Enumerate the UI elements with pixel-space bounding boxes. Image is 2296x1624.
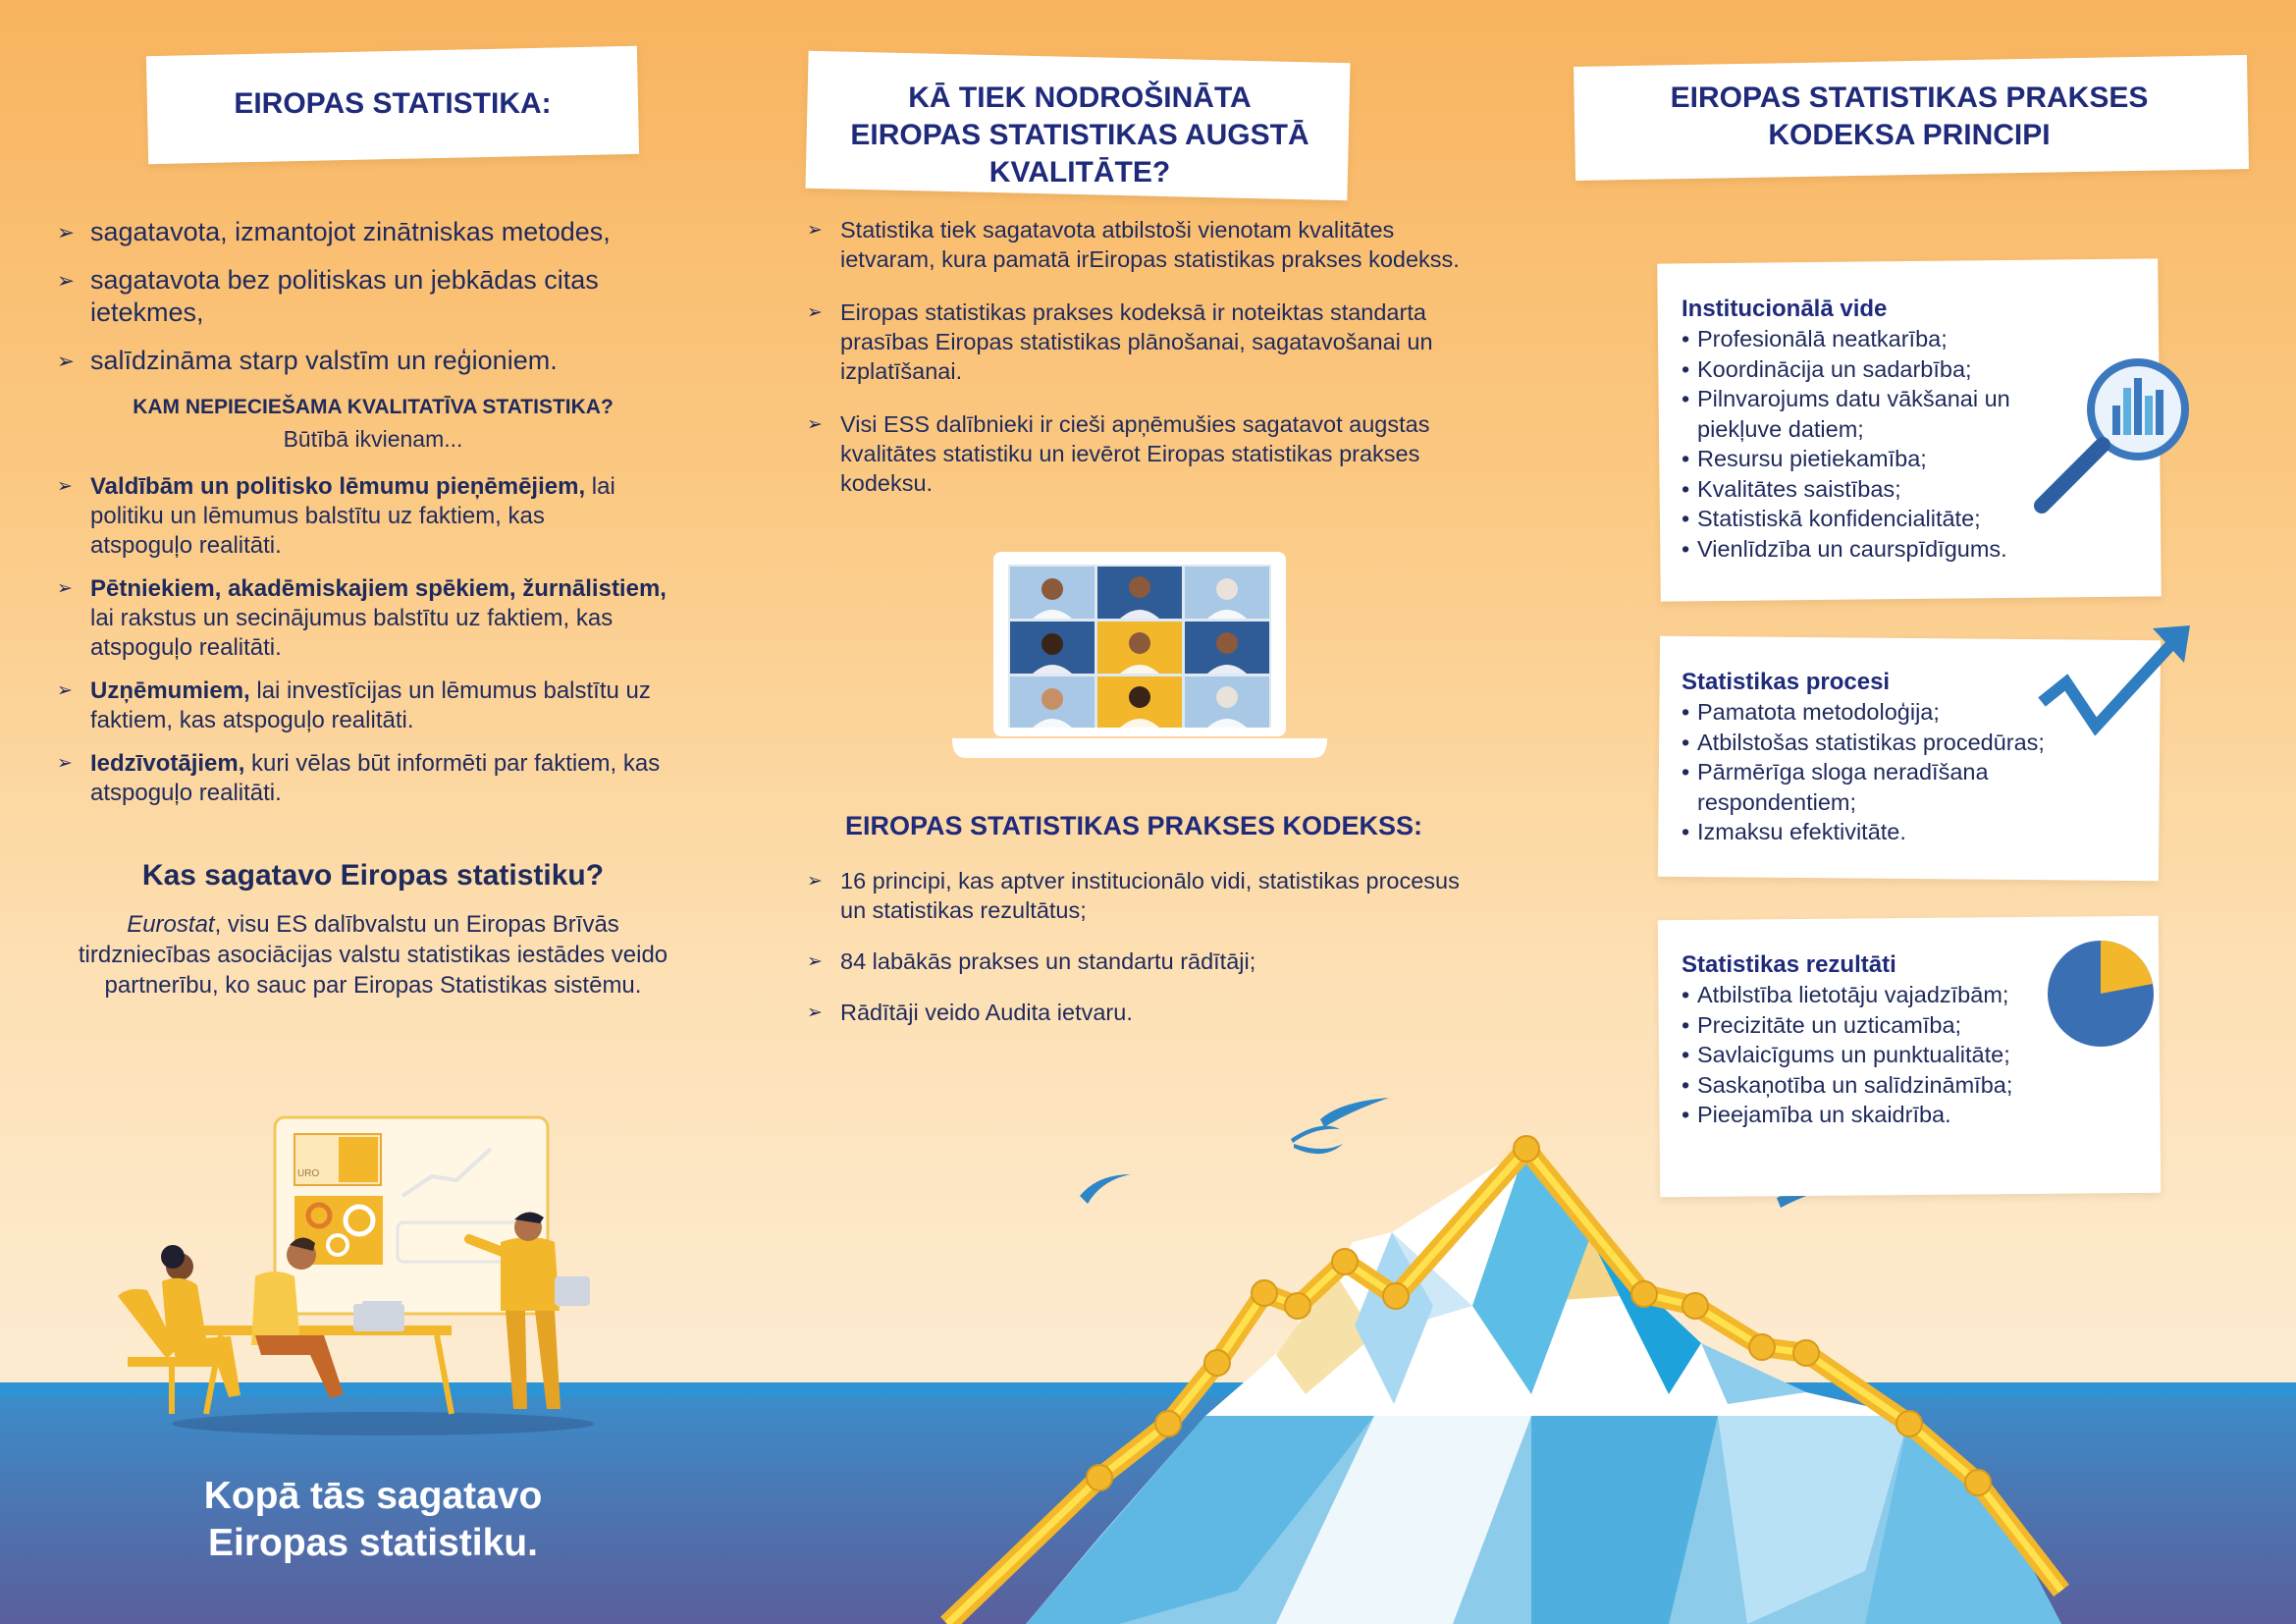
- meeting-illustration: [118, 1117, 594, 1435]
- code-bullet: ➢ 84 labākās prakses un standartu rādītāji;: [807, 947, 1469, 976]
- col1-need-title: KAM NEPIECIEŠAMA KVALITATĪVA STATISTIKA?: [133, 396, 614, 418]
- col2-bullet-list: [807, 215, 1469, 498]
- euro-banknote: URO: [297, 1168, 320, 1179]
- principle-item: • Resursu pietiekamība;: [1682, 444, 2113, 474]
- col2-bullet: ➢ Eiropas statistikas prakses kodeksā ir noteiktas standarta prasības Eiropas statistikas plānošanai, sagatavošanai un izplatīšanai.: [807, 298, 1469, 386]
- col2-code-list: [807, 866, 1469, 1027]
- col1-bottom-statement: Kopā tās sagatavo Eiropas statistiku.: [203, 1475, 543, 1564]
- col1-group-item: [57, 749, 685, 808]
- col1-bullet: ➢ sagatavota, izmantojot zinātniskas metodes,: [57, 216, 666, 248]
- principle-item: • Pieejamība un skaidrība.: [1682, 1100, 2113, 1130]
- col1-who-title: Kas sagatavo Eiropas statistiku?: [141, 859, 605, 892]
- group-purpose: lai politiku un lēmumus balstītu uz faktiem, kas atspoguļo realitāti.: [90, 473, 615, 559]
- section-title: Statistikas rezultāti: [1682, 951, 1896, 978]
- group-name: Uzņēmumiem,: [90, 677, 250, 704]
- group-purpose: lai investīcijas un lēmumus balstītu uz faktiem, kas atspoguļo realitāti.: [90, 677, 651, 733]
- principle-item: • Pamatota metodoloģija;: [1682, 697, 2133, 728]
- col1-group-item: [57, 574, 685, 663]
- col2-header: KĀ TIEK NODROŠINĀTA EIROPAS STATISTIKAS AUGSTĀ KVALITĀTE?: [850, 81, 1309, 189]
- principle-item: • Izmaksu efektivitāte.: [1682, 817, 2133, 847]
- section-title: Institucionālā vide: [1682, 296, 1888, 322]
- group-name: Valdībām un politisko lēmumu pieņēmējiem,: [90, 473, 586, 500]
- principle-item: • Atbilstība lietotāju vajadzībām;: [1682, 980, 2113, 1010]
- group-name: Iedzīvotājiem,: [90, 750, 245, 777]
- principle-item: • Savlaicīgums un punktualitāte;: [1682, 1040, 2113, 1070]
- principle-item: • Saskaņotība un salīdzināmība;: [1682, 1070, 2113, 1101]
- col1-need-subtitle: Būtībā ikvienam...: [283, 426, 463, 452]
- group-name: Pētniekiem, akadēmiskajiem spēkiem, žurnālistiem,: [90, 575, 667, 602]
- code-bullet: ➢ 16 principi, kas aptver institucionālo vidi, statistikas procesus un statistikas rezultātus;: [807, 866, 1469, 925]
- eurostat-name: Eurostat: [127, 911, 215, 938]
- principle-item: • Vienlīdzība un caurspīdīgums.: [1682, 534, 2113, 565]
- col1-bullet: ➢ sagatavota bez politiskas un jebkādas citas ietekmes,: [57, 264, 666, 329]
- col1-group-item: [57, 677, 685, 735]
- group-purpose: lai rakstus un secinājumus balstītu uz faktiem, kas atspoguļo realitāti.: [90, 605, 614, 661]
- video-call-laptop: [952, 552, 1327, 758]
- col1-bullet-list: [57, 216, 666, 377]
- col2-code-title: EIROPAS STATISTIKAS PRAKSES KODEKSS:: [844, 811, 1423, 840]
- trend-arrow-icon: [2037, 623, 2194, 741]
- principle-item: • Statistiskā konfidencialitāte;: [1682, 504, 2113, 534]
- group-purpose: kuri vēlas būt informēti par faktiem, kas atspoguļo realitāti.: [90, 750, 661, 806]
- who-description: , visu ES dalībvalstu un Eiropas Brīvās tirdzniecības asociācijas valstu statistikas iestādes veido partnerību, ko sauc par Eiropas Statistikas sistēmu.: [78, 911, 668, 999]
- principle-item: • Pārmērīga sloga neradīšana respondentiem;: [1682, 757, 2133, 817]
- col1-group-item: [57, 472, 685, 561]
- magnifier-chart-icon: [2032, 349, 2199, 515]
- pie-chart-icon: [2044, 935, 2162, 1053]
- principle-item: • Profesionālā neatkarība;: [1682, 324, 2113, 354]
- principle-item: • Koordinācija un sadarbība;: [1682, 354, 2113, 385]
- principle-item: • Pilnvarojums datu vākšanai un piekļuve datiem;: [1682, 384, 2113, 444]
- col3-header: EIROPAS STATISTIKAS PRAKSES KODEKSA PRINCIPI: [1670, 81, 2149, 151]
- principle-item: • Precizitāte un uzticamība;: [1682, 1010, 2113, 1041]
- col1-group-list: [57, 472, 685, 808]
- col1-header: EIROPAS STATISTIKA:: [234, 87, 552, 120]
- code-bullet: ➢ Rādītāji veido Audita ietvaru.: [807, 998, 1469, 1027]
- col1-who-text: [59, 909, 687, 1001]
- principle-item: • Atbilstošas statistikas procedūras;: [1682, 728, 2133, 758]
- section-title: Statistikas procesi: [1682, 669, 1891, 695]
- col2-bullet: ➢ Statistika tiek sagatavota atbilstoši vienotam kvalitātes ietvaram, kura pamatā irEiropas statistikas prakses kodekss.: [807, 215, 1469, 274]
- col2-bullet: ➢ Visi ESS dalībnieki ir cieši apņēmušies sagatavot augstas kvalitātes statistiku un ievērot Eiropas statistikas prakses kodeksu.: [807, 409, 1469, 498]
- col1-bullet: ➢ salīdzināma starp valstīm un reģioniem.: [57, 345, 666, 377]
- iceberg-bottom: [1026, 1416, 2061, 1624]
- principle-item: • Kvalitātes saistības;: [1682, 474, 2113, 505]
